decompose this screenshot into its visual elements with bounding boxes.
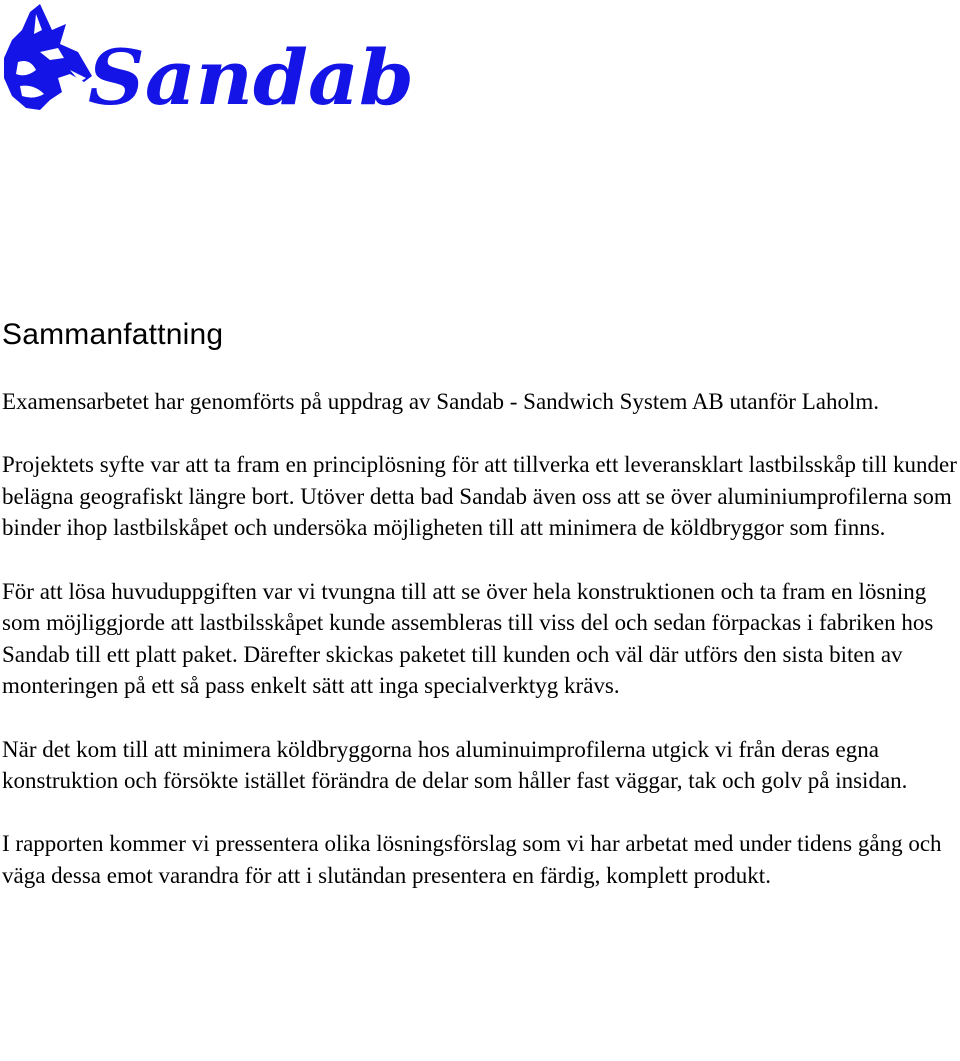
paragraph-1: Examensarbetet har genomförts på uppdrag av Sandab - Sandwich System AB utanför Laholm. [2, 389, 879, 414]
paragraph-4: När det kom till att minimera köldbryggorna hos aluminuimprofilerna utgick vi från deras egna konstruktion och försökte istället förändra de delar som håller fast väggar, tak och golv på insidan. [2, 736, 908, 794]
sandab-logo [0, 0, 420, 118]
paragraph-5: I rapporten kommer vi pressentera olika lösningsförslag som vi har arbetat med under tidens gång och väga dessa emot varandra för att i slutändan presentera en färdig, komplett produkt. [2, 831, 942, 888]
paragraph-2: Projektets syfte var att ta fram en principlösning för att tillverka ett leveransklart lastbilsskåp till kunder belägna geografiskt längre bort. Utöver detta bad Sandab även oss att se över aluminiumprofilerna som binder ihop lastbilskåpet och undersöka möjligheten till att minimera de köldbryggor som finns. [2, 452, 957, 541]
paragraph-3: För att lösa huvuduppgiften var vi tvungna till att se över hela konstruktionen och ta fram en lösning som möjliggjorde att lastbilsskåpet kunde assembleras till viss del och sedan förpackas i fabriken hos Sandab till ett platt paket. Därefter skickas paketet till kunden och väl där utförs den sista biten av monteringen på ett så pass enkelt sätt att inga specialverktyg krävs. [2, 578, 934, 699]
logo-wordmark: Sandab [88, 33, 414, 118]
section-heading: Sammanfattning [2, 318, 224, 351]
husky-head-icon [4, 4, 92, 110]
summary-body [2, 386, 960, 892]
